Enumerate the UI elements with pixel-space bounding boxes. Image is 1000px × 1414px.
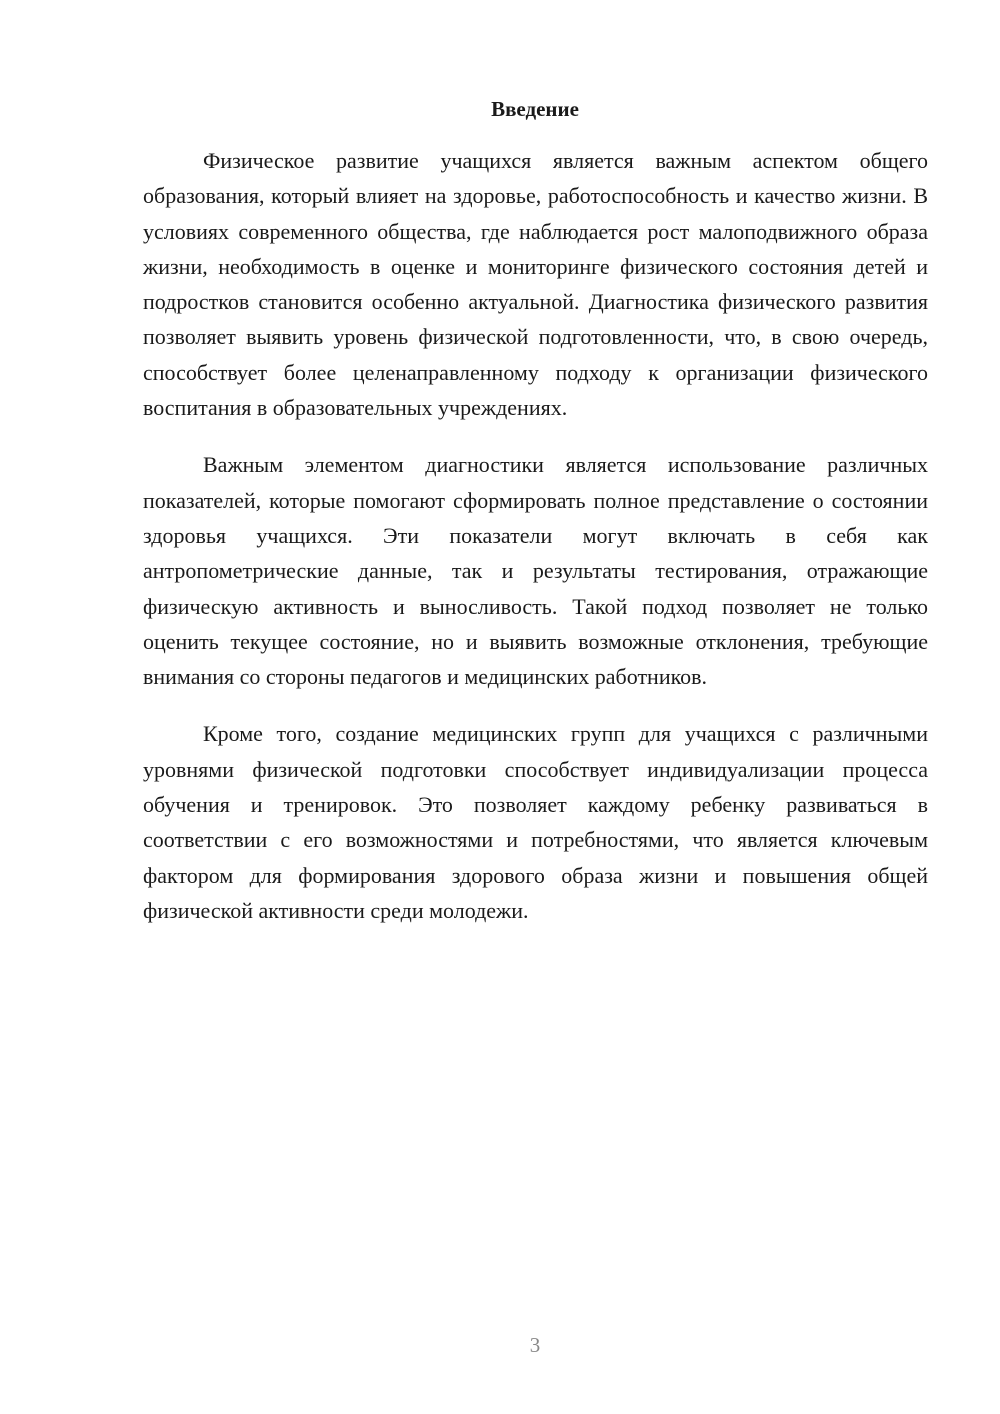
document-body xyxy=(143,143,928,950)
paragraph: Физическое развитие учащихся является важным аспектом общего образования, который влияет на здоровье, работоспособность и качество жизни. В условиях современного общества, где наблюдается рост малоподвижного образа жизни, необходимость в оценке и мониторинге физического состояния детей и подростков становится особенно актуальной. Диагностика физического развития позволяет выявить уровень физической подготовленности, что, в свою очередь, способствует более целенаправленному подходу к организации физического воспитания в образовательных учреждениях. xyxy=(143,148,928,421)
section-title: Введение xyxy=(491,97,579,121)
page-number: 3 xyxy=(529,1333,541,1357)
paragraph: Кроме того, создание медицинских групп для учащихся с различными уровнями физической подготовки способствует индивидуализации процесса обучения и тренировок. Это позволяет каждому ребенку развиваться в соответствии с его возможностями и потребностями, что является ключевым фактором для формирования здорового образа жизни и повышения общей физической активности среди молодежи. xyxy=(143,721,928,923)
paragraph: Важным элементом диагностики является использование различных показателей, которые помогают сформировать полное представление о состоянии здоровья учащихся. Эти показатели могут включать в себя как антропометрические данные, так и результаты тестирования, отражающие физическую активность и выносливость. Такой подход позволяет не только оценить текущее состояние, но и выявить возможные отклонения, требующие внимания со стороны педагогов и медицинских работников. xyxy=(143,452,928,690)
